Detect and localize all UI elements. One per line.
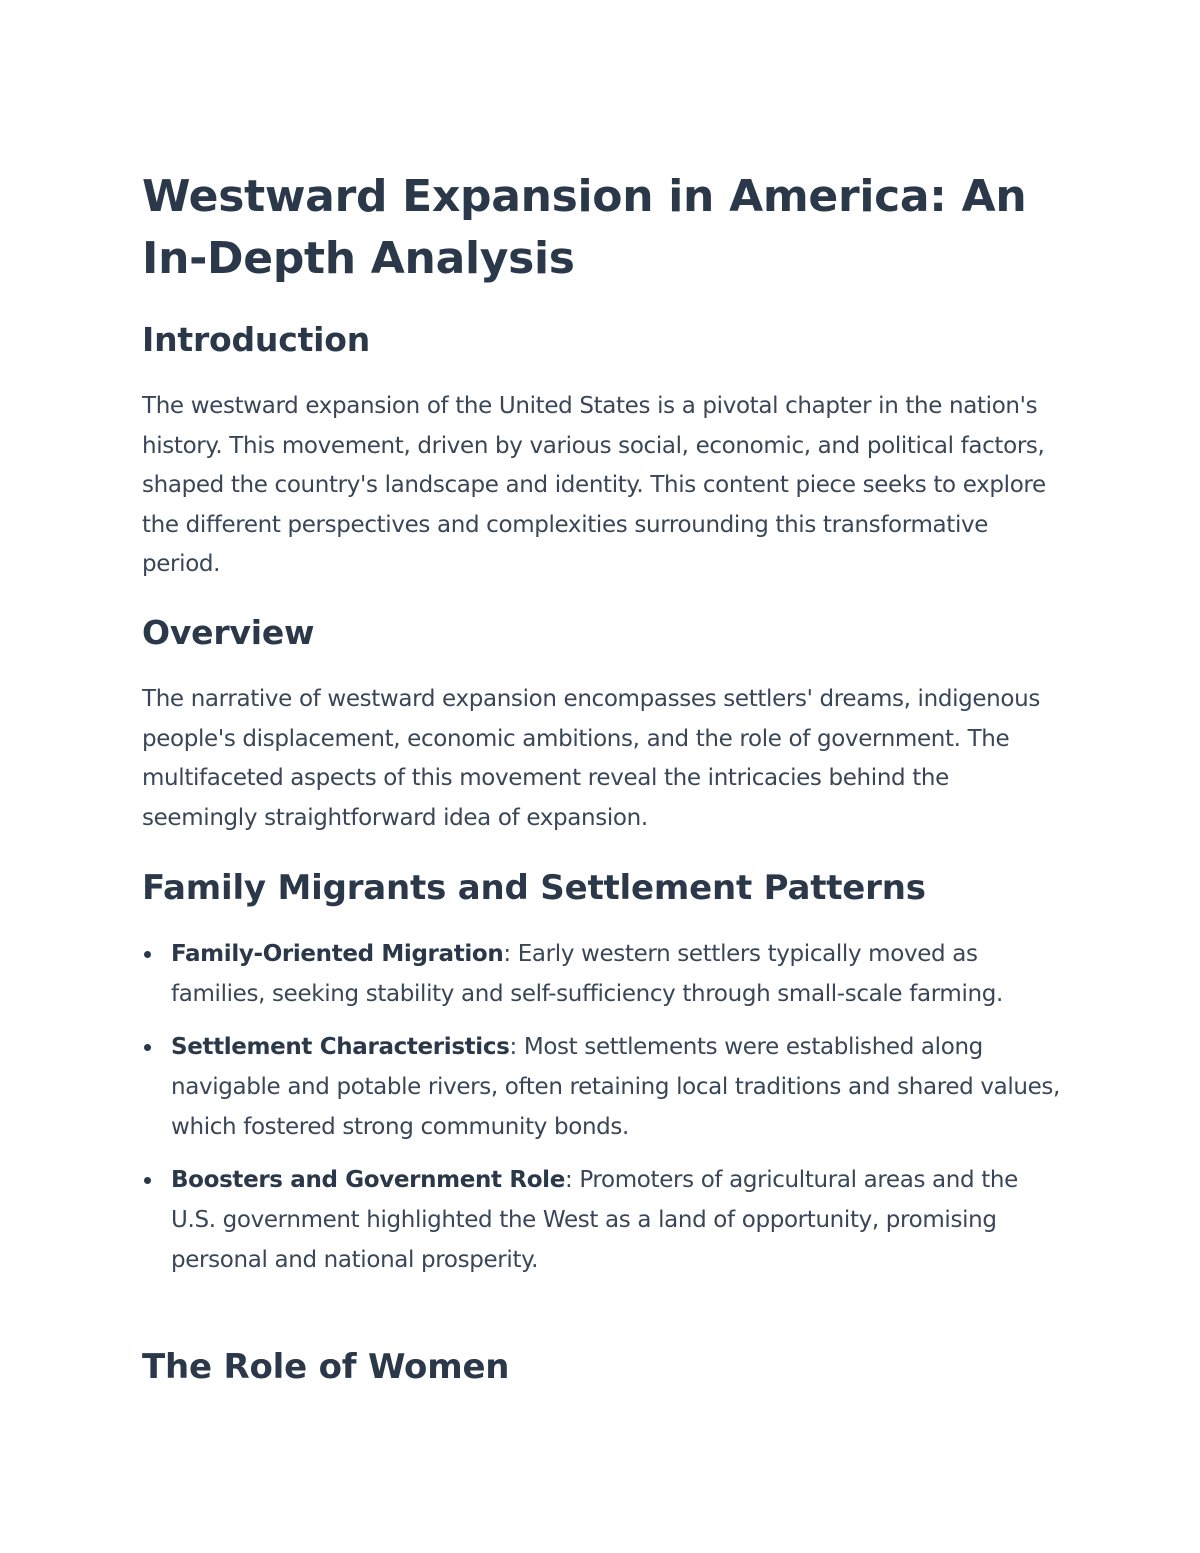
family-migrants-heading: Family Migrants and Settlement Patterns (142, 868, 926, 908)
introduction-paragraph: The westward expansion of the United States is a pivotal chapter in the nation's history. This movement, driven by various social, economic, and political factors, shaped the country's landscape and identity. This content piece seeks to explore the different perspectives and complexities surrounding this transformative period. (142, 393, 1046, 577)
bullet-text: : Most settlements were established along navigable and potable rivers, often retaining local traditions and shared values, which fostered strong community bonds. (171, 1034, 1061, 1140)
introduction-heading: Introduction (142, 320, 371, 359)
overview-paragraph: The narrative of westward expansion encompasses settlers' dreams, indigenous people's displacement, economic ambitions, and the role of government. The multifaceted aspects of this movement reveal the intricacies behind the seemingly straightforward idea of expansion. (142, 686, 1040, 831)
bullet-text: : Promoters of agricultural areas and the U.S. government highlighted the West as a land of opportunity, promising personal and national prosperity. (171, 1167, 1018, 1273)
overview-heading: Overview (142, 613, 315, 652)
role-of-women-heading: The Role of Women (142, 1347, 510, 1387)
bullet-dot-icon (144, 1044, 151, 1051)
settlement-bullet-list (142, 934, 1062, 1293)
bullet-dot-icon (144, 1177, 151, 1184)
bullet-dot-icon (144, 951, 151, 958)
list-item (142, 1027, 1062, 1147)
list-item (142, 934, 1062, 1014)
bullet-term: Family-Oriented Migration (171, 941, 504, 967)
document-title: Westward Expansion in America: An In-Depth Analysis (142, 171, 1027, 284)
bullet-term: Settlement Characteristics (171, 1034, 510, 1060)
bullet-text: : Early western settlers typically moved as families, seeking stability and self-sufficiency through small-scale farming. (171, 941, 1003, 1007)
bullet-term: Boosters and Government Role (171, 1167, 565, 1193)
list-item (142, 1160, 1062, 1280)
